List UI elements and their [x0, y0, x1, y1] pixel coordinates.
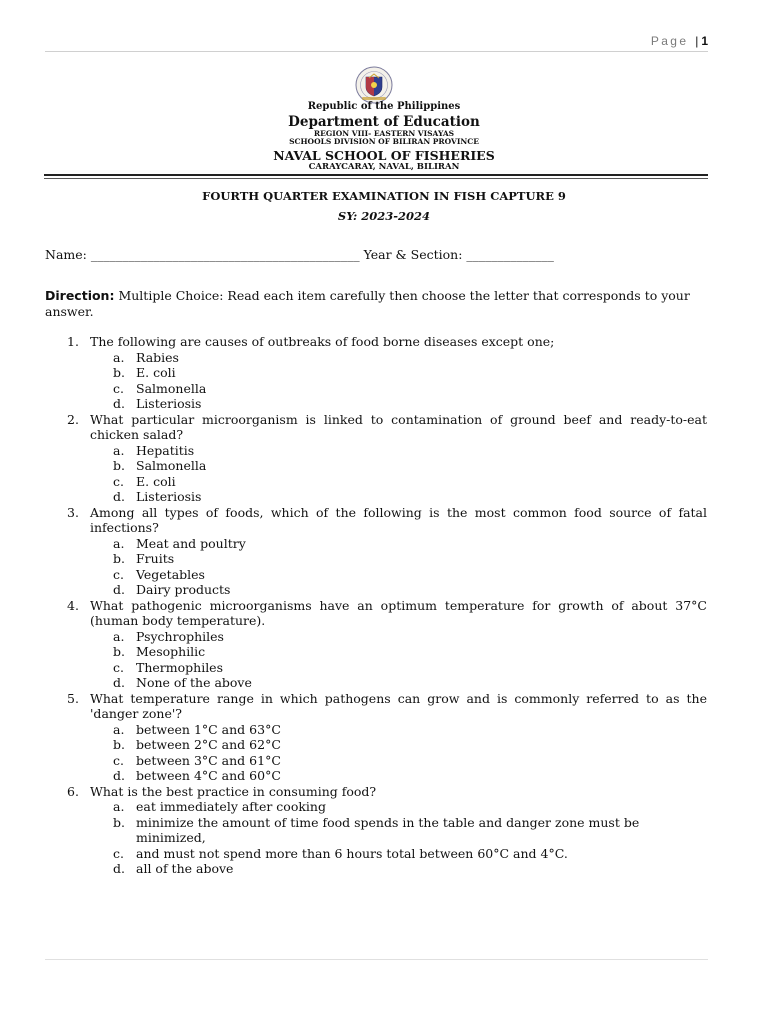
- option-text: Thermophiles: [136, 659, 223, 675]
- answer-options: [90, 350, 707, 412]
- option-letter: d.: [113, 582, 125, 597]
- deped-seal-icon: [352, 66, 396, 104]
- option-letter: c.: [113, 845, 124, 861]
- letterhead-region: REGION VIII- EASTERN VISAYAS: [313, 129, 455, 138]
- option-letter: d.: [113, 768, 125, 783]
- answer-option[interactable]: [90, 675, 707, 691]
- option-text: Meat and poultry: [136, 535, 246, 551]
- answer-options: [90, 629, 707, 691]
- option-text: Fruits: [136, 551, 175, 566]
- option-text: Hepatitis: [136, 442, 195, 458]
- answer-option[interactable]: [90, 660, 707, 676]
- answer-option[interactable]: [90, 644, 707, 660]
- option-text: Rabies: [136, 349, 179, 365]
- option-letter: a.: [113, 442, 125, 458]
- answer-option[interactable]: [90, 815, 707, 846]
- letterhead-address: CARAYCARAY, NAVAL, BILIRAN: [308, 162, 460, 172]
- answer-option[interactable]: [90, 582, 707, 598]
- option-letter: c.: [113, 380, 124, 396]
- direction-label: Direction:: [45, 288, 115, 303]
- question-text: What particular microorganism is linked to contamination of ground beef and ready-to-eat chicken salad?: [90, 411, 707, 442]
- answer-option[interactable]: [90, 737, 707, 753]
- header-divider: [45, 51, 708, 52]
- answer-option[interactable]: [90, 768, 707, 784]
- name-blank[interactable]: ___________________________________________: [90, 247, 360, 262]
- answer-option[interactable]: [90, 396, 707, 412]
- letterhead-school: NAVAL SCHOOL OF FISHERIES: [273, 148, 495, 163]
- page-number-label: [651, 34, 708, 48]
- option-text: eat immediately after cooking: [136, 799, 326, 814]
- option-text: Salmonella: [136, 458, 207, 473]
- question-number: 5.: [67, 690, 79, 706]
- option-letter: a.: [113, 721, 125, 737]
- answer-option[interactable]: [90, 753, 707, 769]
- answer-option[interactable]: [90, 861, 707, 877]
- option-text: E. coli: [136, 365, 176, 380]
- answer-option[interactable]: [90, 799, 707, 815]
- question-text: What pathogenic microorganisms have an optimum temperature for growth of about 37°C (human body temperature).: [90, 597, 707, 628]
- option-letter: b.: [113, 365, 125, 380]
- option-letter: d.: [113, 396, 125, 411]
- question-text: Among all types of foods, which of the following is the most common food source of fatal infections?: [90, 504, 707, 535]
- option-text: None of the above: [136, 675, 252, 690]
- section-label: Year & Section:: [363, 247, 463, 262]
- option-letter: a.: [113, 799, 125, 814]
- answer-option[interactable]: [90, 551, 707, 567]
- option-letter: b.: [113, 737, 125, 752]
- option-letter: b.: [113, 551, 125, 566]
- option-text: Listeriosis: [136, 396, 202, 411]
- option-letter: d.: [113, 489, 125, 504]
- footer-divider: [45, 959, 708, 960]
- question-number: 1.: [67, 334, 79, 349]
- letterhead-divider-thick: [44, 174, 708, 176]
- answer-option[interactable]: [90, 458, 707, 474]
- option-letter: b.: [113, 458, 125, 473]
- answer-option[interactable]: [90, 536, 707, 552]
- school-year: SY: 2023-2024: [337, 209, 431, 223]
- answer-option[interactable]: [90, 365, 707, 381]
- answer-option[interactable]: [90, 846, 707, 862]
- answer-options: [90, 799, 707, 877]
- option-text: all of the above: [136, 861, 234, 876]
- option-text: Listeriosis: [136, 489, 202, 504]
- option-text: Dairy products: [136, 582, 231, 597]
- option-letter: c.: [113, 473, 124, 489]
- question-number: 6.: [67, 783, 79, 799]
- question-text: The following are causes of outbreaks of food borne diseases except one;: [90, 334, 555, 349]
- option-letter: b.: [113, 814, 125, 830]
- answer-option[interactable]: [90, 489, 707, 505]
- question-item: [45, 598, 707, 691]
- question-text: What is the best practice in consuming food?: [90, 783, 377, 799]
- question-item: [45, 334, 707, 412]
- page-word: Page: [650, 34, 689, 48]
- question-item: [45, 505, 707, 598]
- option-text: between 1°C and 63°C: [136, 721, 281, 737]
- option-text: Vegetables: [136, 566, 205, 582]
- option-letter: d.: [113, 675, 125, 690]
- letterhead-department: Department of Education: [288, 114, 480, 130]
- option-text: Mesophilic: [136, 644, 206, 659]
- page-separator: |: [695, 34, 699, 48]
- answer-option[interactable]: [90, 629, 707, 645]
- option-letter: d.: [113, 861, 125, 876]
- question-item: [45, 412, 707, 505]
- question-text: What temperature range in which pathogens can grow and is commonly referred to as the 'danger zone'?: [90, 690, 707, 721]
- option-letter: a.: [113, 628, 125, 644]
- letterhead-divider-thin: [44, 178, 708, 179]
- question-item: [45, 691, 707, 784]
- answer-option[interactable]: [90, 350, 707, 366]
- option-letter: a.: [113, 349, 125, 365]
- answer-option[interactable]: [90, 443, 707, 459]
- option-text: E. coli: [136, 473, 176, 489]
- name-section-line: [45, 247, 554, 262]
- option-letter: c.: [113, 566, 124, 582]
- question-list: [45, 334, 707, 877]
- name-label: Name:: [45, 247, 87, 262]
- section-blank[interactable]: ______________: [466, 247, 554, 262]
- option-letter: c.: [113, 752, 124, 768]
- page-number: 1: [701, 34, 708, 48]
- exam-title: FOURTH QUARTER EXAMINATION IN FISH CAPTURE 9: [202, 189, 566, 203]
- option-text: between 4°C and 60°C: [136, 768, 281, 783]
- answer-options: [90, 722, 707, 784]
- letterhead-republic: Republic of the Philippines: [307, 101, 461, 112]
- option-text: Psychrophiles: [136, 628, 224, 644]
- letterhead-division: SCHOOLS DIVISION OF BILIRAN PROVINCE: [289, 137, 479, 146]
- answer-options: [90, 536, 707, 598]
- answer-option[interactable]: [90, 722, 707, 738]
- question-item: [45, 784, 707, 877]
- direction-block: [45, 288, 707, 319]
- answer-option[interactable]: [90, 567, 707, 583]
- option-letter: a.: [113, 535, 125, 551]
- option-text: between 3°C and 61°C: [136, 752, 281, 768]
- question-number: 2.: [67, 411, 79, 427]
- answer-options: [90, 443, 707, 505]
- option-letter: c.: [113, 659, 124, 675]
- option-letter: b.: [113, 644, 125, 659]
- option-text: and must not spend more than 6 hours total between 60°C and 4°C.: [136, 845, 568, 861]
- answer-option[interactable]: [90, 474, 707, 490]
- option-text: between 2°C and 62°C: [136, 737, 281, 752]
- answer-option[interactable]: [90, 381, 707, 397]
- question-number: 4.: [67, 597, 79, 613]
- question-number: 3.: [67, 504, 79, 520]
- direction-text: Multiple Choice: Read each item carefully then choose the letter that corresponds to your answer.: [45, 288, 690, 319]
- option-text: Salmonella: [136, 380, 207, 396]
- option-text: minimize the amount of time food spends in the table and danger zone must be minimized,: [136, 814, 640, 845]
